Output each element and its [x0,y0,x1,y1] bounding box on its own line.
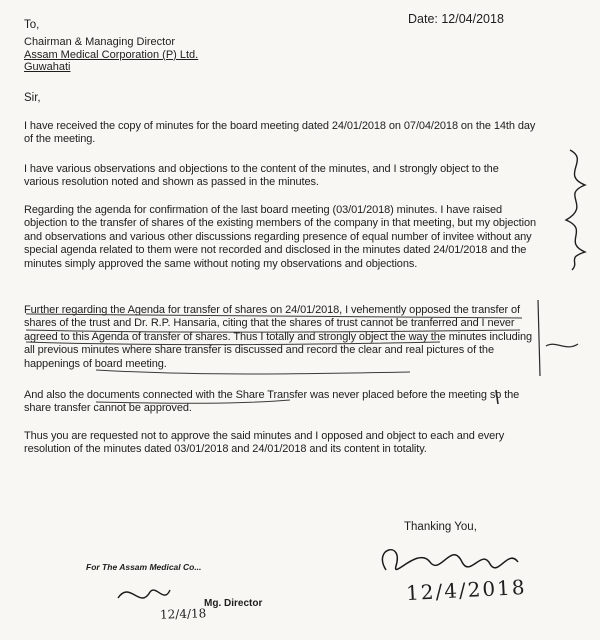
paragraph-text: And also the documents connected with the Share Transfer was never placed before the meeting so the share transfer cannot be approved. [24,389,520,415]
paragraph-1 [24,120,536,147]
letter-date: Date: 12/04/2018 [408,12,504,26]
paragraph-6 [24,430,536,457]
paragraph-5 [24,389,536,416]
margin-bracket [538,300,540,376]
margin-tick [546,344,578,347]
paragraph-3 [24,204,536,271]
paragraph-4 [24,304,536,371]
paragraph-2 [24,163,536,190]
paragraph-text: I have various observations and objections to the content of the minutes, and I strongly object to the various resolution noted and shown as passed in the minutes. [24,163,499,189]
recipient-address [24,36,198,74]
stamp-date: 12/4/18 [159,606,207,622]
salutation: Sir, [24,92,41,104]
margin-signature [566,150,585,270]
recipient-company: Assam Medical Corporation (P) Ltd. [24,48,199,61]
paragraph-text: I have received the copy of minutes for the board meeting dated 24/01/2018 on 07/04/2018 on the 14th day of the meeting. [24,120,536,146]
paragraph-text: Thus you are requested not to approve the said minutes and I opposed and object to each and every resolution of the minutes dated 03/01/2018 and 24/01/2018 and its content in totality. [24,430,505,456]
closing: Thanking You, [404,521,477,533]
paragraph-text: Further regarding the Agenda for transfer of shares on 24/01/2018, I vehemently opposed the transfer of shares of the trust and Dr. R.P. Hansaria, citing that the shares of trust cannot be tranferred and I never agreed to this Agenda of transfer of shares. Thus I totally and strongly object the way the minutes including all previous minutes where share transfer is discussed and record the clear and real pictures of the happenings of board meeting. [24,304,533,370]
to-label: To, [24,19,40,31]
signature [382,550,518,570]
recipient-title: Chairman & Managing Director [24,36,176,48]
company-stamp: For The Assam Medical Co... [86,562,202,572]
paragraph-text: Regarding the agenda for confirmation of the last board meeting (03/01/2018) minutes. I have raised objection to the transfer of shares of the existing members of the company in that meeting, but my objection and observations and various other discussions regarding presence of equal number of invitee without any special agenda related to them were not recorded and disclosed in the minutes dated 24/01/2018 and the minutes simply approved the same without noting my observations and objections. [24,204,536,270]
recipient-city: Guwahati [24,61,71,73]
stamp-signature [118,590,170,598]
stamp-title: Mg. Director [204,598,263,609]
signature-date: 12/4/2018 [405,574,528,606]
